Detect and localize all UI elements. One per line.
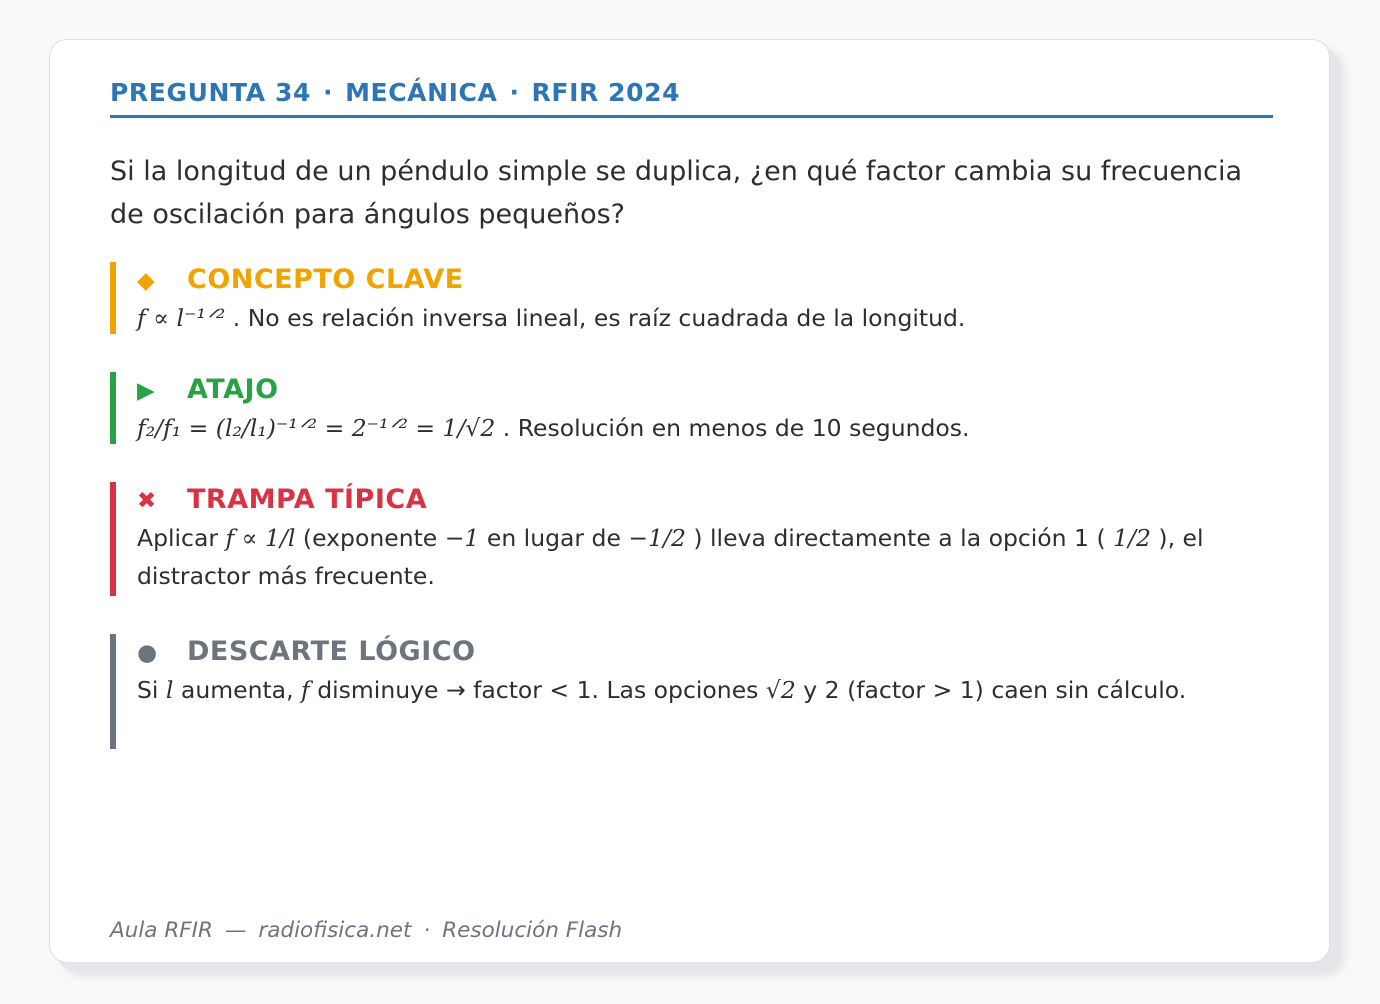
formula: f ∝ 1/l	[225, 524, 296, 552]
section-title	[137, 372, 1260, 409]
cross-icon: ✖	[137, 488, 157, 514]
formula: 1/2	[1113, 524, 1151, 552]
header-separator: ·	[509, 78, 520, 107]
exam-label: RFIR 2024	[531, 78, 681, 107]
section-title	[137, 634, 1260, 671]
accent-bar	[110, 372, 116, 444]
section-text: (exponente	[295, 524, 445, 552]
section-text: Si	[137, 676, 166, 704]
section-concepto-clave	[110, 262, 1260, 334]
section-text: Aplicar	[137, 524, 226, 552]
section-body	[137, 519, 1260, 595]
question-number: PREGUNTA 34	[110, 78, 311, 107]
footer-separator: —	[224, 918, 247, 943]
section-text: aumenta,	[173, 676, 302, 704]
section-body	[137, 299, 1260, 337]
accent-bar	[110, 634, 116, 749]
section-title-text: TRAMPA TÍPICA	[187, 484, 428, 515]
footer-brand: Aula RFIR	[110, 918, 213, 943]
accent-bar	[110, 262, 116, 334]
diamond-icon: ◆	[137, 268, 156, 294]
section-text: en lugar de	[479, 524, 629, 552]
section-body	[137, 409, 1260, 447]
section-text: ) lleva directamente a la opción 1 (	[685, 524, 1114, 552]
section-text: y 2 (factor > 1) caen sin cálculo.	[795, 676, 1187, 704]
section-atajo	[110, 372, 1260, 444]
section-text: ), el distractor más frecuente.	[137, 524, 1204, 590]
formula: −1/2	[628, 524, 686, 552]
formula: f	[301, 676, 310, 704]
subject-label: MECÁNICA	[345, 78, 498, 107]
section-title	[137, 482, 1260, 519]
section-title-text: ATAJO	[187, 374, 279, 405]
section-title-text: DESCARTE LÓGICO	[187, 636, 476, 667]
accent-bar	[110, 482, 116, 596]
card-footer	[110, 918, 622, 943]
formula: f₂/f₁ = (l₂/l₁)⁻¹ᐟ² = 2⁻¹ᐟ² = 1/√2	[137, 414, 496, 442]
header-separator: ·	[322, 78, 334, 107]
section-descarte-logico	[110, 634, 1260, 749]
formula: √2	[765, 676, 796, 704]
question-card	[49, 39, 1330, 963]
footer-label: Resolución Flash	[442, 918, 623, 943]
footer-separator: ·	[423, 918, 431, 943]
section-text: disminuye → factor < 1. Las opciones	[309, 676, 766, 704]
section-body	[137, 671, 1260, 709]
circle-icon: ●	[137, 640, 158, 666]
footer-site: radiofisica.net	[258, 918, 412, 943]
section-title-text: CONCEPTO CLAVE	[187, 264, 464, 295]
section-text: . Resolución en menos de 10 segundos.	[502, 414, 970, 442]
card-header	[110, 78, 1273, 118]
formula: l	[165, 676, 174, 704]
question-text: Si la longitud de un péndulo simple se duplica, ¿en qué factor cambia su frecuencia de oscilación para ángulos pequeños?	[110, 156, 1242, 230]
section-text: . No es relación inversa lineal, es raíz cuadrada de la longitud.	[232, 304, 966, 332]
play-icon: ▶	[137, 378, 156, 404]
formula: −1	[444, 524, 480, 552]
section-title	[137, 262, 1260, 299]
formula: f ∝ l⁻¹ᐟ²	[137, 304, 226, 332]
section-trampa-tipica	[110, 482, 1260, 596]
